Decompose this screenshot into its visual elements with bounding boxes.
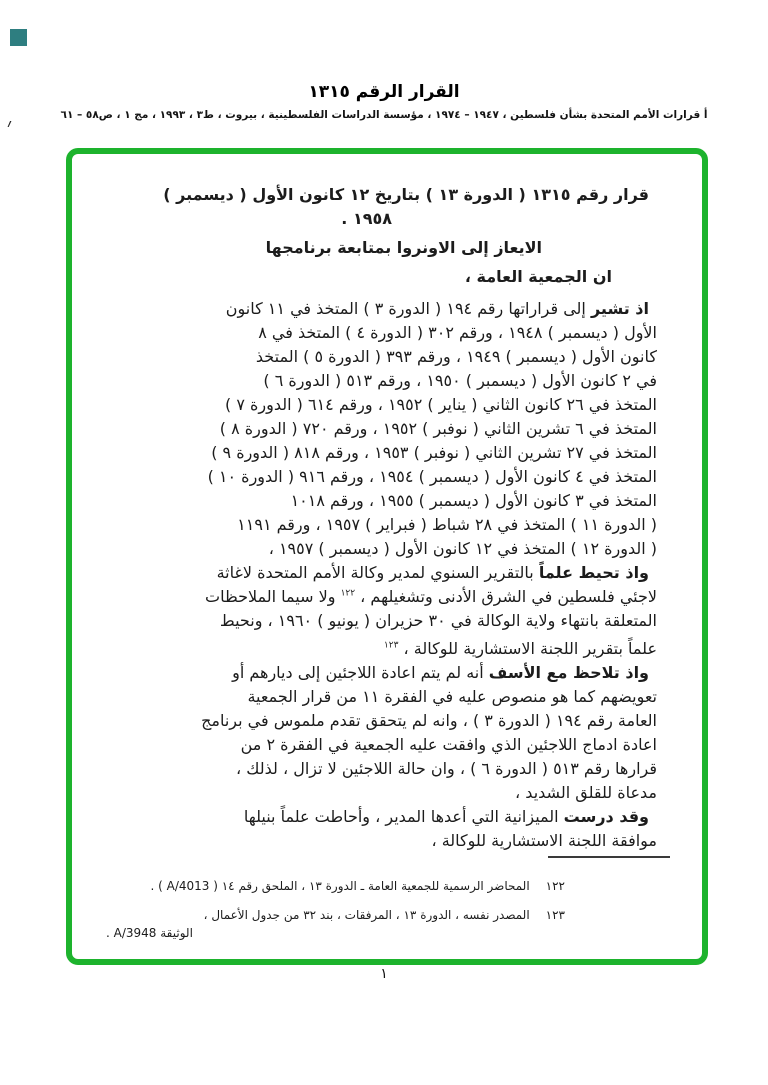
assembly-opener: ان الجمعية العامة ، (464, 267, 612, 286)
footnote-separator-rule (548, 856, 670, 858)
scan-artifact-teal-square (10, 29, 27, 46)
footnotes (151, 872, 566, 930)
source-citation: أ قرارات الأمم المتحدة بشأن فلسطين ، ١٩٤٧ – ١٩٧٤ ، مؤسسة الدراسات الفلسطينية ، بيروت ، ط٣ ، ١٩٩٣ ، مج ١ ، ص٥٨ – ٦١ (60, 109, 708, 121)
paragraph-annual-report: واذ تحيط علماً بالتقرير السنوي لمدير وكالة الأمم المتحدة لاغاثة لاجئي فلسطين في الشرق الأدنى وتشغيلهم ، $^{١٢٢}$ ولا سيما الملاحظات المتعلقة بانتهاء ولاية الوكالة في ٣٠ حزيران ( يونيو ) ١٩٦٠ ، ونحيط (205, 563, 657, 630)
resolution-body (100, 183, 657, 853)
footnote-123-number: ١٢٣ (545, 908, 565, 922)
page-number: ١ (380, 966, 388, 982)
footnote-123-continuation: الوثيقة A/3948 . (106, 926, 193, 940)
page-title: القرار الرقم ١٣١٥ (308, 82, 460, 102)
paragraph-recalling-resolutions: اذ تشير إلى قراراتها رقم ١٩٤ ( الدورة ٣ ) المتخذ في ١١ كانون الأول ( ديسمبر ) ١٩٤٨ ، ورقم ٣٠٢ ( الدورة ٤ ) المتخذ في ٨ كانون الأول ( ديسمبر ) ١٩٤٩ ، ورقم ٣٩٣ ( الدورة ٥ ) المتخذ في ٢ كانون الأول ( ديسمبر ) ١٩٥٠ ، ورقم ٥١٣ ( الدورة ٦ ) المتخذ في ٢٦ كانون الثاني ( يناير ) ١٩٥٢ ، ورقم ٦١٤ ( الدورة ٧ ) المتخذ في ٦ تشرين الثاني ( نوفبر ) ١٩٥٢ ، ورقم ٧٢٠ ( الدورة ٨ ) المتخذ في ٢٧ تشرين الثاني ( نوفبر ) ١٩٥٣ ، ورقم ٨١٨ ( الدورة ٩ ) المتخذ في ٤ كانون الأول ( ديسمبر ) ١٩٥٤ ، ورقم ٩١٦ ( الدورة ١٠ ) المتخذ في ٣ كانون الأول ( ديسمبر ) ١٩٥٥ ، ورقم ١٠١٨ ( الدورة ١١ ) المتخذ في ٢٨ شباط ( فبراير ) ١٩٥٧ ، ورقم ١١٩١ ( الدورة ١٢ ) المتخذ في ١٢ كانون الأول ( ديسمبر ) ١٩٥٧ ، (207, 299, 657, 558)
footnote-122-text: المحاضر الرسمية للجمعية العامة ـ الدورة ١٣ ، الملحق رقم ١٤ ( A/4013 ) . (150, 879, 530, 893)
footnote-122-number: ١٢٢ (545, 879, 565, 893)
resolution-heading: قرار رقم ١٣١٥ ( الدورة ١٣ ) بتاريخ ١٢ كانون الأول ( ديسمبر ) ١٩٥٨ . (163, 185, 649, 228)
paragraph-budget: وقد درست الميزانية التي أعدها المدير ، وأحاطت علماً بنيلها موافقة اللجنة الاستشارية للوكالة ، (243, 807, 657, 850)
footnote-123 (151, 901, 566, 930)
resolution-subheading: الايعاز إلى الاونروا بمتابعة برنامجها (265, 238, 542, 257)
footnote-122 (151, 872, 566, 901)
paragraph-noting-with-regret: واذ تلاحظ مع الأسف أنه لم يتم اعادة اللاجئين إلى ديارهم أو تعويضهم كما هو منصوص عليه في الفقرة ١١ من قرار الجمعية العامة رقم ١٩٤ ( الدورة ٣ ) ، وانه لم يتحقق تقدم ملموس في برنامج اعادة ادماج اللاجئين الذي وافقت عليه الجمعية في الفقرة ٢ من قرارها رقم ٥١٣ ( الدورة ٦ ) ، وان حالة اللاجئين لا تزال ، لذلك ، مدعاة للقلق الشديد ، (201, 663, 657, 802)
margin-mark: ؍ (6, 116, 14, 130)
paragraph-advisory-committee-note: علماً بتقرير اللجنة الاستشارية للوكالة ، $^{١٢٣}$ (383, 639, 657, 658)
footnote-123-text: المصدر نفسه ، الدورة ١٣ ، المرفقات ، بند ٣٢ من جدول الأعمال ، (203, 908, 530, 922)
